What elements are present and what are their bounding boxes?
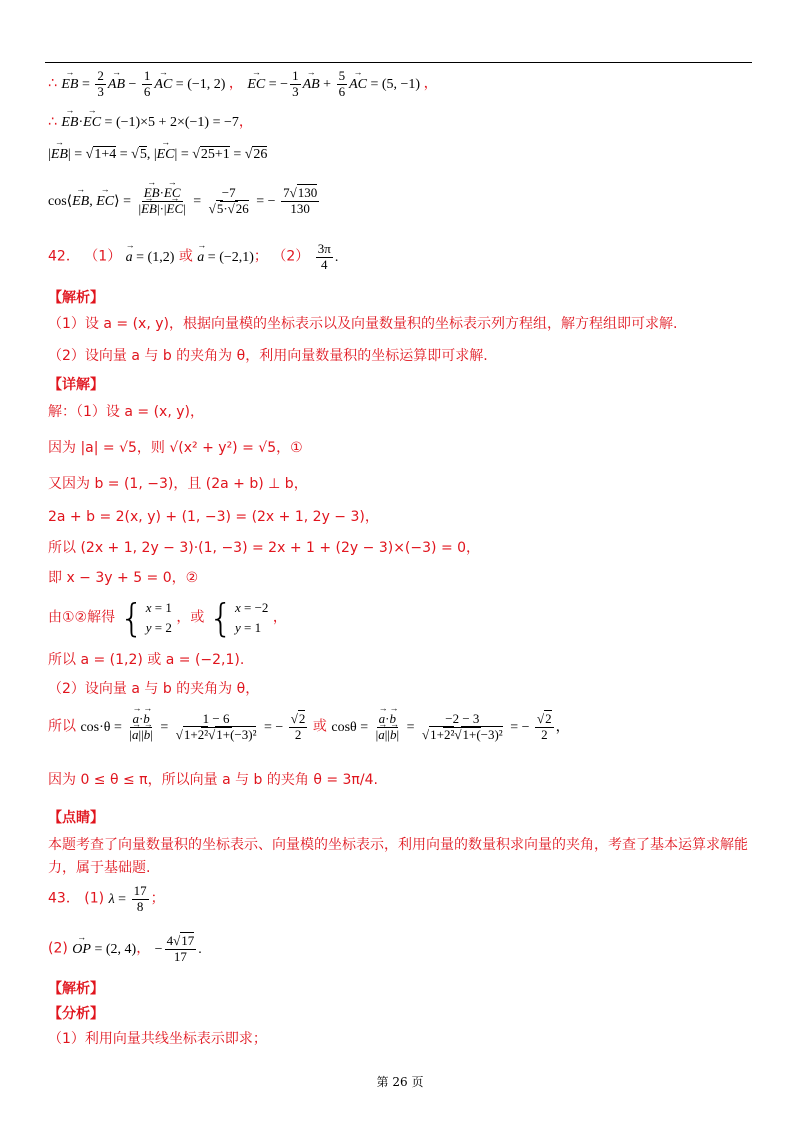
q43-answer-2: (2) OP → = (2, 4)， − $\frac{4√17}{17}$ . [48, 934, 202, 965]
q42-part1: （1） [84, 248, 122, 265]
q42-xiangjie-heading: 【详解】 [48, 377, 104, 393]
eq-eb-render: EB → = $\frac{2}{3}$ AB → − $\frac{1}{6}$ AC → = (−1, 2) [61, 77, 229, 92]
q43-jiexi-heading: 【解析】 [48, 981, 104, 997]
q42-step-5: 所以 (2x + 1, 2y − 3)·(1, −3) = 2x + 1 + (2y − 3)×(−3) = 0， [48, 540, 481, 556]
q42-number: 42． [48, 248, 80, 265]
prev-magnitude-line: |EB →| = √1+4 = √5, |EC →| = √25+1 = √26 [48, 146, 267, 164]
q43-fx1: （1）利用向量共线坐标表示即求； [48, 1031, 267, 1047]
q42-step-1: 解：（1）设 a = (x, y)， [48, 404, 204, 420]
q42-step-6: 即 x − 3y + 5 = 0，② [48, 570, 199, 586]
q43-number: 43． [48, 890, 80, 907]
prev-eq-line-1 [48, 69, 438, 100]
comma: ， [423, 75, 438, 92]
q42-step-8: 所以 a = (1,2) 或 a = (−2,1). [48, 652, 245, 668]
eq-ec-render: EC → = − $\frac{1}{3}$ AB → + $\frac{5}{6}$ AC → = (5, −1) [247, 77, 423, 92]
q42-step-4: 2a + b = 2(x, y) + (1, −3) = (2x + 1, 2y − 3)， [48, 509, 379, 525]
prev-dot-line: ∴ EB →·EC → = (−1)×5 + 2×(−1) = −7， [48, 114, 253, 132]
q43-answer-1: 43． (1) λ = $\frac{17}{8}$ ； [48, 883, 165, 914]
page-number: 第 26 页 [376, 1075, 424, 1089]
q42-step-11: 因为 0 ≤ θ ≤ π，所以向量 a 与 b 的夹角 θ = 3π/4. [48, 772, 378, 788]
therefore-symbol: ∴ [48, 75, 57, 92]
q42-comment: 本题考查了向量数量积的坐标表示、向量模的坐标表示，利用向量的数量积求向量的夹角，考查了基本运算求解能力，属于基础题. [48, 837, 748, 876]
q42-answer-line: 42． （1） a → = (1,2) 或 a → = (−2,1)； （2） $\frac{3\pi}{4}$ . [48, 242, 338, 273]
q43-fenxi-heading: 【分析】 [48, 1006, 104, 1022]
prev-cos-line: cos⟨EB →, EC →⟩ = $\frac{EB \to\cdot EC \to}{|EB \to|\cdot|EC \to|}$ = $\frac{-7}{√5\cdot√26}$ = − $\frac{7√130}{130}$ [48, 186, 321, 217]
q42-step-2: 因为 |a| = √5，则 √(x² + y²) = √5，① [48, 440, 303, 456]
q42-step-3: 又因为 b = (1, −3)，且 (2a + b) ⊥ b， [48, 476, 308, 492]
q42-step-7-system: 由①②解得 { x = 1 y = 2 ，或 { x = −2 y = 1 ， [48, 595, 287, 640]
q42-jx1: （1）设 a = (x, y)，根据向量模的坐标表示以及向量数量积的坐标表示列方程组，解方程组即可求解. [48, 316, 678, 332]
q42-step-10-cos: 所以 cos·θ = $\frac{a \to\cdot b \to}{|a \to||b \to|}$ = $\frac{1 - 6}{\text{√1+2²√1+(−3)²}}$ = − $\frac{√2}{2}$ 或 cosθ = $\frac{a \to\cdot b \to}{|a \to||b \to|}$ = $\frac{-2 - 3}{\text{√1+2²√1+(−3)²}}$ = − $\frac{√2}{2}$ ， [48, 712, 570, 743]
comma: ， [228, 75, 243, 92]
q42-step-9: （2）设向量 a 与 b 的夹角为 θ， [48, 681, 260, 697]
q42-jiexi-heading: 【解析】 [48, 290, 104, 306]
q42-dianjing-heading: 【点睛】 [48, 810, 104, 826]
header-rule [45, 62, 752, 63]
q42-or: 或 [178, 248, 193, 265]
q42-jx2: （2）设向量 a 与 b 的夹角为 θ，利用向量数量积的坐标运算即可求解. [48, 348, 488, 364]
q42-part2: （2） [272, 248, 310, 265]
